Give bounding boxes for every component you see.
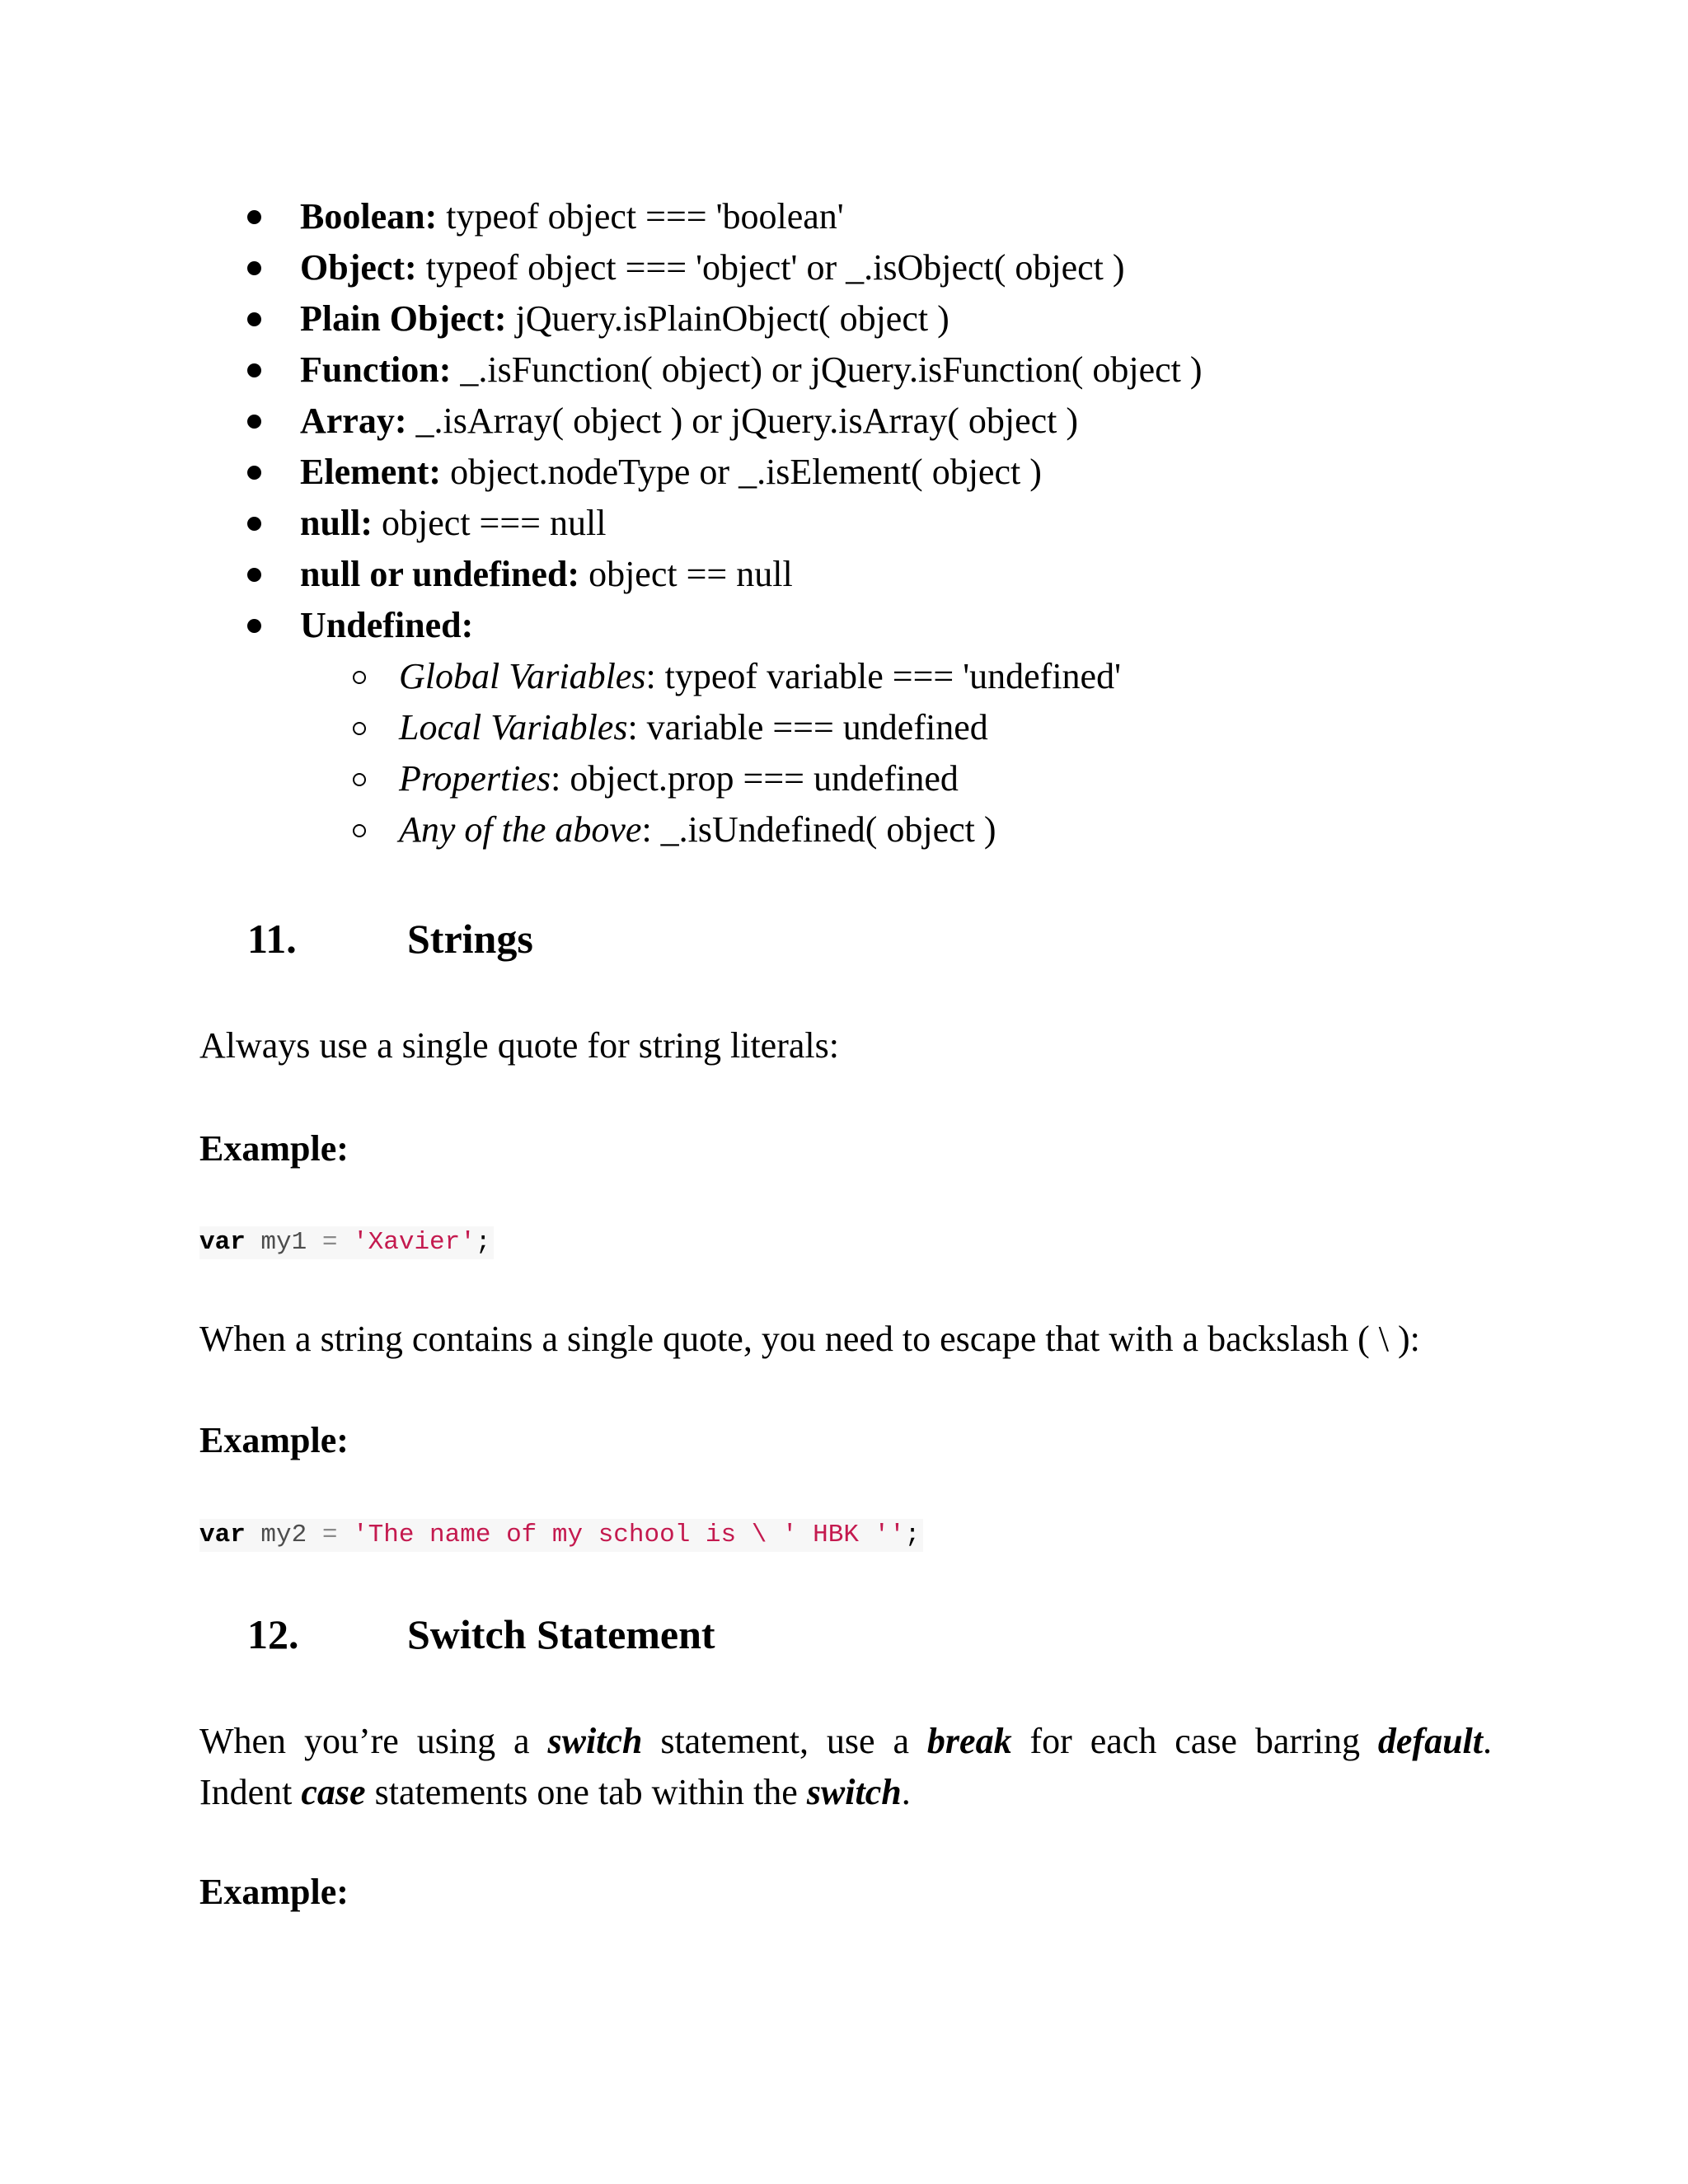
sub-item-label: Properties (399, 758, 551, 799)
item-label: Boolean: (300, 196, 438, 237)
type-check-list (247, 191, 1203, 855)
code-punctuation: ; (904, 1521, 921, 1549)
list-item (247, 191, 1203, 242)
item-text: typeof object === 'boolean' (437, 196, 844, 237)
sub-item-label: Local Variables (399, 707, 628, 748)
code-identifier: my2 (245, 1521, 322, 1549)
section-11-title: Strings (407, 916, 533, 962)
code-string: 'Xavier' (337, 1228, 476, 1257)
list-item (247, 344, 1203, 396)
item-text: _.isArray( object ) or jQuery.isArray( object ) (406, 401, 1079, 441)
example-label: Example: (199, 1872, 349, 1912)
item-label: Array: (300, 401, 407, 441)
item-text: jQuery.isPlainObject( object ) (506, 298, 950, 339)
text-run: . (901, 1772, 911, 1812)
list-item (247, 447, 1203, 498)
code-operator: = (321, 1228, 338, 1257)
code-string: 'The name of my school is \ ' HBK '' (337, 1521, 905, 1549)
switch-paragraph-line-1 (199, 1716, 1492, 1767)
item-label: null: (300, 503, 373, 543)
example-label: Example: (199, 1420, 349, 1460)
item-text: object === null (373, 503, 607, 543)
keyword-switch: switch (806, 1772, 902, 1812)
item-text: typeof object === 'object' or _.isObject( object ) (416, 247, 1125, 288)
text-run: Indent (199, 1772, 302, 1812)
code-punctuation: ; (475, 1228, 491, 1257)
example-label: Example: (199, 1128, 349, 1169)
sub-item-text: : typeof variable === 'undefined' (645, 656, 1122, 696)
text-run: . (1483, 1721, 1492, 1761)
sub-list-item (348, 651, 1203, 702)
sub-list-item (348, 804, 1203, 855)
sub-item-text: : _.isUndefined( object ) (641, 809, 996, 850)
item-label: Object: (300, 247, 417, 288)
keyword-case: case (301, 1772, 366, 1812)
text-run: statement, use a (642, 1721, 927, 1761)
item-label: Plain Object: (300, 298, 507, 339)
keyword-default: default (1377, 1721, 1483, 1761)
code-snippet-my1 (199, 1226, 494, 1259)
code-operator: = (321, 1521, 338, 1549)
sub-item-label: Global Variables (399, 656, 646, 696)
escape-paragraph: When a string contains a single quote, you need to escape that with a backslash ( \ ): (199, 1319, 1420, 1359)
text-run: for each case barring (1011, 1721, 1378, 1761)
list-item (247, 242, 1203, 293)
text-run: statements one tab within the (365, 1772, 807, 1812)
item-text: _.isFunction( object) or jQuery.isFunction( object ) (451, 349, 1203, 390)
switch-paragraph-line-2 (199, 1767, 911, 1818)
sub-item-label: Any of the above (399, 809, 642, 850)
item-text: object.nodeType or _.isElement( object ) (441, 452, 1042, 492)
section-12-number: 12. (247, 1611, 299, 1657)
code-keyword: var (199, 1521, 246, 1549)
undefined-check-list (300, 651, 1203, 855)
strings-intro-paragraph: Always use a single quote for string literals: (199, 1025, 839, 1066)
list-item (247, 293, 1203, 344)
item-label: Function: (300, 349, 452, 390)
section-12-title: Switch Statement (407, 1611, 715, 1657)
sub-list-item (348, 702, 1203, 753)
code-snippet-my2 (199, 1519, 923, 1552)
sub-item-text: : variable === undefined (627, 707, 988, 748)
keyword-switch: switch (547, 1721, 643, 1761)
item-label: null or undefined: (300, 554, 580, 594)
item-text: object == null (579, 554, 793, 594)
item-label: Undefined: (300, 605, 474, 645)
section-11-number: 11. (247, 916, 297, 962)
sub-item-text: : object.prop === undefined (551, 758, 959, 799)
item-label: Element: (300, 452, 442, 492)
list-item (247, 498, 1203, 549)
keyword-break: break (926, 1721, 1012, 1761)
list-item (247, 549, 1203, 600)
sub-list-item (348, 753, 1203, 804)
text-run: When you’re using a (199, 1721, 548, 1761)
code-identifier: my1 (245, 1228, 322, 1257)
code-keyword: var (199, 1228, 246, 1257)
list-item (247, 600, 1203, 855)
list-item (247, 396, 1203, 447)
